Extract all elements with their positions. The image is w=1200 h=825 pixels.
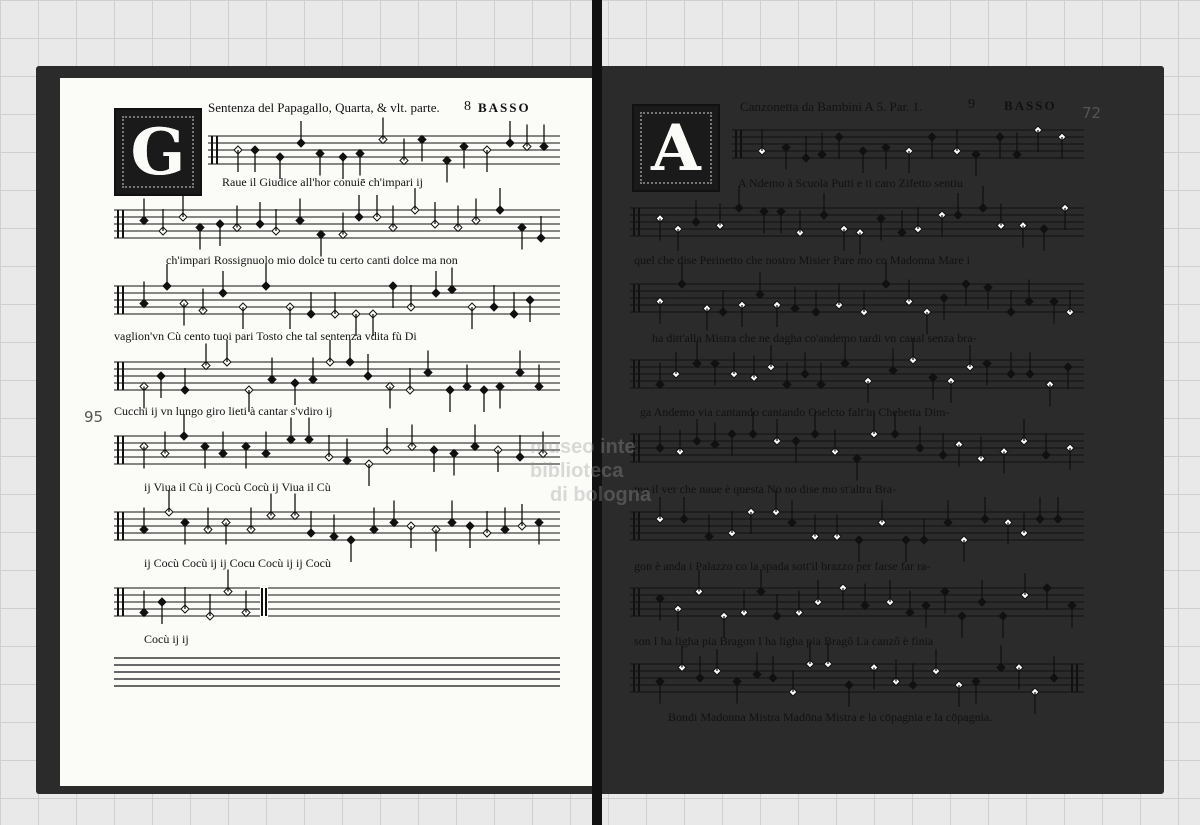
lyric-line-left-3: vaglion'vn Cù cento tuoi pari Tosto che tal sentenza vdita fù Di (114, 329, 417, 343)
right-margin-note: 72 (1082, 104, 1102, 122)
watermark-line-3: di bologna (550, 484, 652, 506)
lyric-line-right-6: gon è anda i Palazzo co la spada sott'il brazzo per farse far ra- (634, 559, 931, 573)
left-voice-label: BASSO (478, 100, 531, 115)
lyric-line-right-7: son I ha ligha pia Bragon I ha ligha pia Bragô La canzô è finia (634, 634, 934, 648)
lyric-line-right-2: quel che dise Perinetto che nostro Misier Pare mo co Madonna Mare i (634, 253, 970, 267)
lyric-line-right-3: ha ditt'alla Mistra che ne dagha co'andemo tardi vn caual senza bra- (652, 331, 977, 345)
lyric-line-left-7: Cocù ij ij (144, 632, 189, 646)
watermark-line-1: museo inte (530, 436, 636, 458)
lyric-line-right-8: Bondi Madonna Mistra Madōna Mistra e la cōpagnia e la cōpagnia. (668, 710, 993, 724)
left-page-header: Sentenza del Papagallo, Quarta, & vlt. parte. (208, 100, 440, 115)
left-page-number: 8 (464, 99, 471, 114)
right-page-number: 9 (968, 97, 975, 112)
lyric-line-left-1: Raue il Giudice all'hor conuiē ch'impari ij (222, 175, 423, 189)
initial-letter: G (130, 114, 186, 190)
left-margin-note: 95 (84, 408, 104, 426)
lyric-line-right-4: ga Andemo via cantando cantando Oselcto falt'in Chebetta Dim- (640, 405, 950, 419)
lyric-line-right-5: me il ver che naue è questa No no dise mo st'altra Bra- (634, 482, 897, 496)
lyric-line-left-6: ij Cocù Cocù ij ij Cocu Cocù ij ij Cocù (144, 556, 331, 570)
watermark-line-2: biblioteca (530, 460, 624, 482)
right-voice-label: BASSO (1004, 98, 1057, 113)
initial-letter: A (651, 110, 701, 186)
lyric-line-left-5: ij Viua il Cù ij Cocù Cocù ij Viua il Cù (144, 480, 331, 494)
lyric-line-left-2: ch'impari Rossignuolo mio dolce tu certo canti dolce ma non (166, 253, 458, 267)
right-page-header: Canzonetta da Bambini A 5. Par. 1. (740, 99, 923, 114)
lyric-line-right-1: A Ndemo à Scuola Putti e ti caro Zifetto sentiu (738, 176, 963, 190)
decorated-initial-right (632, 104, 720, 192)
lyric-line-left-4: Cucchi ij vn lungo giro lieti à cantar s'vdiro ij (114, 404, 333, 418)
